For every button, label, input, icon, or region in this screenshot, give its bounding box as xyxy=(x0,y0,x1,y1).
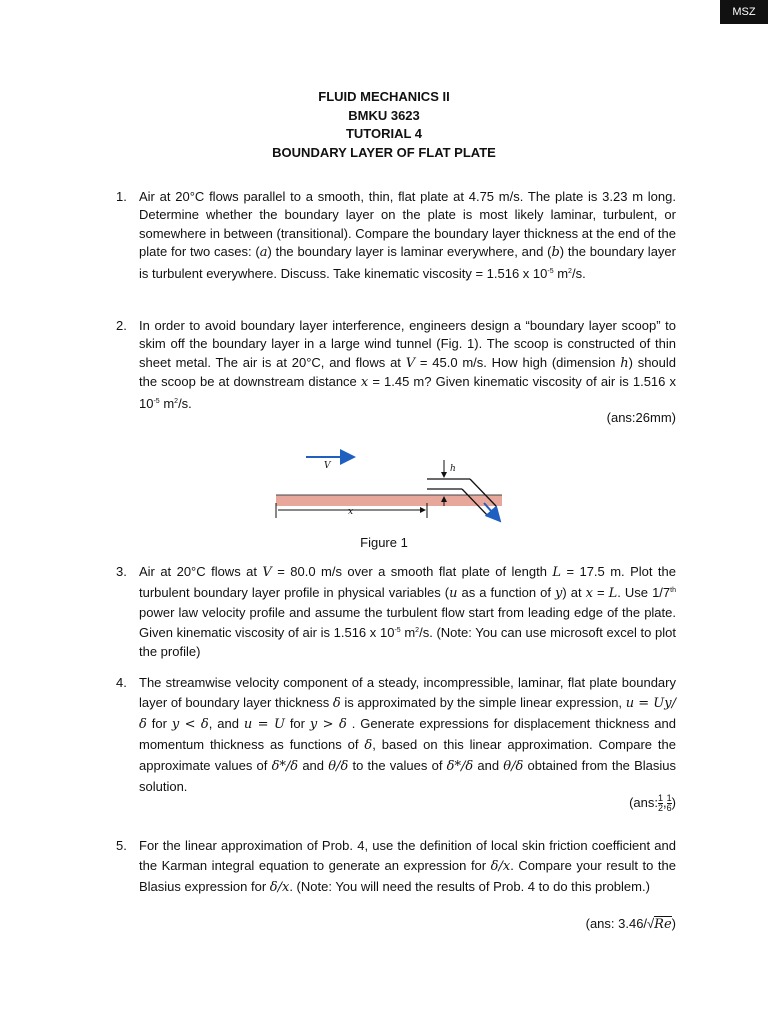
label-V: V xyxy=(324,461,331,471)
course-title: FLUID MECHANICS II xyxy=(318,89,450,104)
question-text: Air at 20°C flows at V = 80.0 m/s over a smooth flat plate of length L = 17.5 m. Plot the turbulent boundary layer profile in physical variables (u as a function of y) at x = L. Use 1/7th power law velocity profile and assume the turbulent flow start from leading edge of the plate. Given kinematic viscosity of air is 1.516 x $10^{-5}$ $m^2/s$. (Note: You can use microsoft excel to plot the profile) xyxy=(139,564,676,659)
label-h: h xyxy=(450,464,456,474)
question-2 xyxy=(116,317,676,413)
question-5 xyxy=(116,836,676,898)
author-badge: MSZ xyxy=(720,0,768,24)
figure-caption: Figure 1 xyxy=(360,535,408,550)
question-text: The streamwise velocity component of a steady, incompressible, laminar, flat plate boundary layer of boundary layer thickness δ is approximated by the simple linear expression, u = Uy/δ for y < δ, and u = U for y > δ . Generate expressions for displacement thickness and momentum thickness as functions of δ, based on this linear approximation. Compare the approximate values of δ*/δ and θ/δ to the values of δ*/δ and θ/δ obtained from the Blasius solution. xyxy=(139,675,677,794)
question-number: 1. xyxy=(116,189,127,204)
question-text: In order to avoid boundary layer interference, engineers design a “boundary layer scoop” to skim off the boundary layer in a large wind tunnel (Fig. 1). The scoop is constructed of thin sheet metal. The air is at 20°C, and flows at V = 45.0 m/s. How high (dimension h) should the scoop be at downstream distance x = 1.45 m? Given kinematic viscosity of air is 1.516 x $10^{-5}$ $m^2/s$. xyxy=(139,318,676,411)
question-number: 4. xyxy=(116,675,127,690)
question-number: 2. xyxy=(116,318,127,333)
document-header xyxy=(0,88,768,162)
question-3 xyxy=(116,563,676,661)
answer-q2: (ans:26mm) xyxy=(606,410,676,425)
label-x: x xyxy=(348,507,354,517)
question-number: 3. xyxy=(116,564,127,579)
course-code: BMKU 3623 xyxy=(348,107,420,123)
question-text: For the linear approximation of Prob. 4, use the definition of local skin friction coefficient and the Karman integral equation to generate an expression for δ/x. Compare your result to the Blasius expression for δ/x. (Note: You will need the results of Prob. 4 to do this problem.) xyxy=(139,838,676,895)
answer-q4: (ans: $\frac{1}{2}$ , $\frac{1}{6}$ ) xyxy=(629,793,676,813)
question-text: Air at 20°C flows parallel to a smooth, thin, flat plate at 4.75 m/s. The plate is 3.23 m long. Determine whether the boundary layer on the plate is most likely laminar, turbulent, or somewhere in between (transitional). Compare the boundary layer thickness at the end of the plate for two cases: (a) the boundary layer is laminar everywhere, and (b) the boundary layer is turbulent everywhere. Discuss. Take kinematic viscosity = 1.516 x $10^{-5}$ $m^2/s$. xyxy=(139,189,676,281)
question-4 xyxy=(116,673,676,797)
figure-1-scoop-diagram xyxy=(270,448,510,530)
question-number: 5. xyxy=(116,838,127,853)
tutorial-number: TUTORIAL 4 xyxy=(345,126,423,141)
tutorial-topic: BOUNDARY LAYER OF FLAT PLATE xyxy=(272,144,496,160)
answer-q5: (ans: 3.46/√Re) xyxy=(585,916,676,932)
question-1 xyxy=(116,188,676,283)
flat-plate xyxy=(276,495,502,506)
